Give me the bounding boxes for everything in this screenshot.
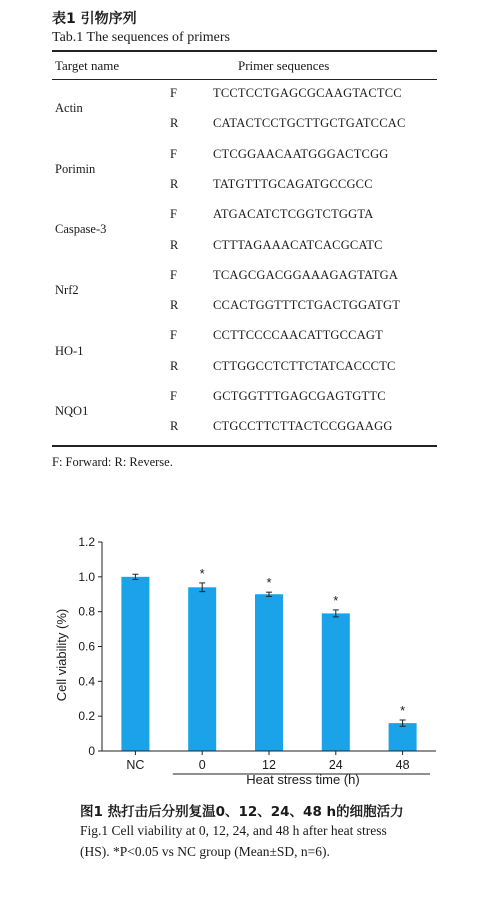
y-tick-label: 0.8	[78, 604, 95, 619]
forward-sequence-cell: CCTTCCCCAACATTGCCAGT	[213, 328, 383, 343]
x-tick-label: 24	[328, 758, 343, 772]
reverse-sequence-cell: CTGCCTTCTTACTCCGGAAGG	[213, 419, 393, 434]
forward-sequence-cell: TCAGCGACGGAAAGAGTATGA	[213, 267, 399, 282]
forward-sequence-cell: CTCGGAACAATGGGACTCGG	[213, 146, 389, 161]
forward-sequence-cell: ATGACATCTCGGTCTGGTA	[213, 207, 374, 222]
y-tick-label: 0	[88, 744, 95, 758]
bar	[188, 587, 216, 751]
y-tick-label: 0.4	[78, 674, 95, 689]
reverse-label: R	[170, 358, 179, 373]
significance-mark: *	[199, 565, 205, 581]
x-tick-label: 0	[198, 758, 206, 772]
header-primer-sequences: Primer sequences	[238, 58, 330, 73]
reverse-sequence-cell: TATGTTTGCAGATGCCGCC	[213, 176, 373, 191]
bar	[255, 594, 283, 751]
reverse-label: R	[170, 176, 179, 191]
x-tick-label: 12	[262, 758, 276, 772]
bar	[121, 577, 149, 751]
target-name-cell: Actin	[55, 101, 83, 116]
y-tick-label: 0.6	[78, 639, 95, 654]
table-top-rule	[52, 50, 437, 52]
reverse-label: R	[170, 116, 179, 131]
target-name-cell: HO-1	[55, 343, 84, 358]
forward-sequence-cell: GCTGGTTTGAGCGAGTGTTC	[213, 389, 386, 403]
x-tick-label: 48	[395, 758, 410, 772]
significance-mark: *	[266, 575, 272, 591]
table-footnote: F: Forward: R: Reverse.	[52, 455, 173, 469]
y-axis	[78, 535, 102, 758]
y-tick-label: 1.0	[78, 569, 95, 584]
target-name-cell: Porimin	[55, 161, 96, 176]
reverse-label: R	[170, 419, 179, 434]
header-target-name: Target name	[55, 58, 120, 73]
forward-label: F	[170, 146, 177, 161]
y-axis-label: Cell viability (%)	[54, 608, 69, 702]
reverse-label: R	[170, 237, 179, 252]
reverse-sequence-cell: CTTGGCCTCTTCTATCACCCTC	[213, 358, 396, 373]
reverse-sequence-cell: CCACTGGTTTCTGACTGGATGT	[213, 298, 401, 313]
reverse-label: R	[170, 298, 179, 313]
x-tick-label: NC	[126, 758, 145, 772]
cell-viability-bar-chart	[0, 520, 500, 790]
table-title-zh: 表1 引物序列	[52, 11, 137, 27]
x-axis	[102, 751, 436, 774]
table-title-en: Tab.1 The sequences of primers	[52, 30, 230, 45]
figure-caption-zh: 图1 热打击后分别复温0、12、24、48 h的细胞活力	[80, 804, 404, 820]
target-name-cell: Nrf2	[55, 282, 79, 297]
y-tick-label: 1.2	[78, 535, 95, 549]
forward-label: F	[170, 389, 177, 403]
forward-sequence-cell: TCCTCCTGAGCGCAAGTACTCC	[213, 86, 402, 100]
forward-label: F	[170, 207, 177, 222]
significance-mark: *	[333, 592, 339, 608]
target-name-cell: NQO1	[55, 404, 89, 419]
forward-label: F	[170, 86, 177, 100]
forward-label: F	[170, 267, 177, 282]
bar	[389, 723, 417, 751]
table-bottom-rule	[52, 445, 437, 447]
reverse-sequence-cell: CATACTCCTGCTTGCTGATCCAC	[213, 116, 406, 131]
figure-caption-en-line1: Fig.1 Cell viability at 0, 12, 24, and 48 h after heat stress	[80, 823, 387, 838]
bar	[322, 613, 350, 751]
y-tick-label: 0.2	[78, 709, 95, 724]
target-name-cell: Caspase-3	[55, 222, 107, 237]
table-header-rule	[52, 79, 437, 80]
x-axis-label: Heat stress time (h)	[246, 772, 360, 787]
reverse-sequence-cell: CTTTAGAAACATCACGCATC	[213, 237, 383, 252]
significance-mark: *	[400, 702, 406, 718]
figure-caption-en-line2: (HS). *P<0.05 vs NC group (Mean±SD, n=6).	[80, 844, 330, 859]
forward-label: F	[170, 328, 177, 343]
bars-group	[121, 566, 416, 751]
